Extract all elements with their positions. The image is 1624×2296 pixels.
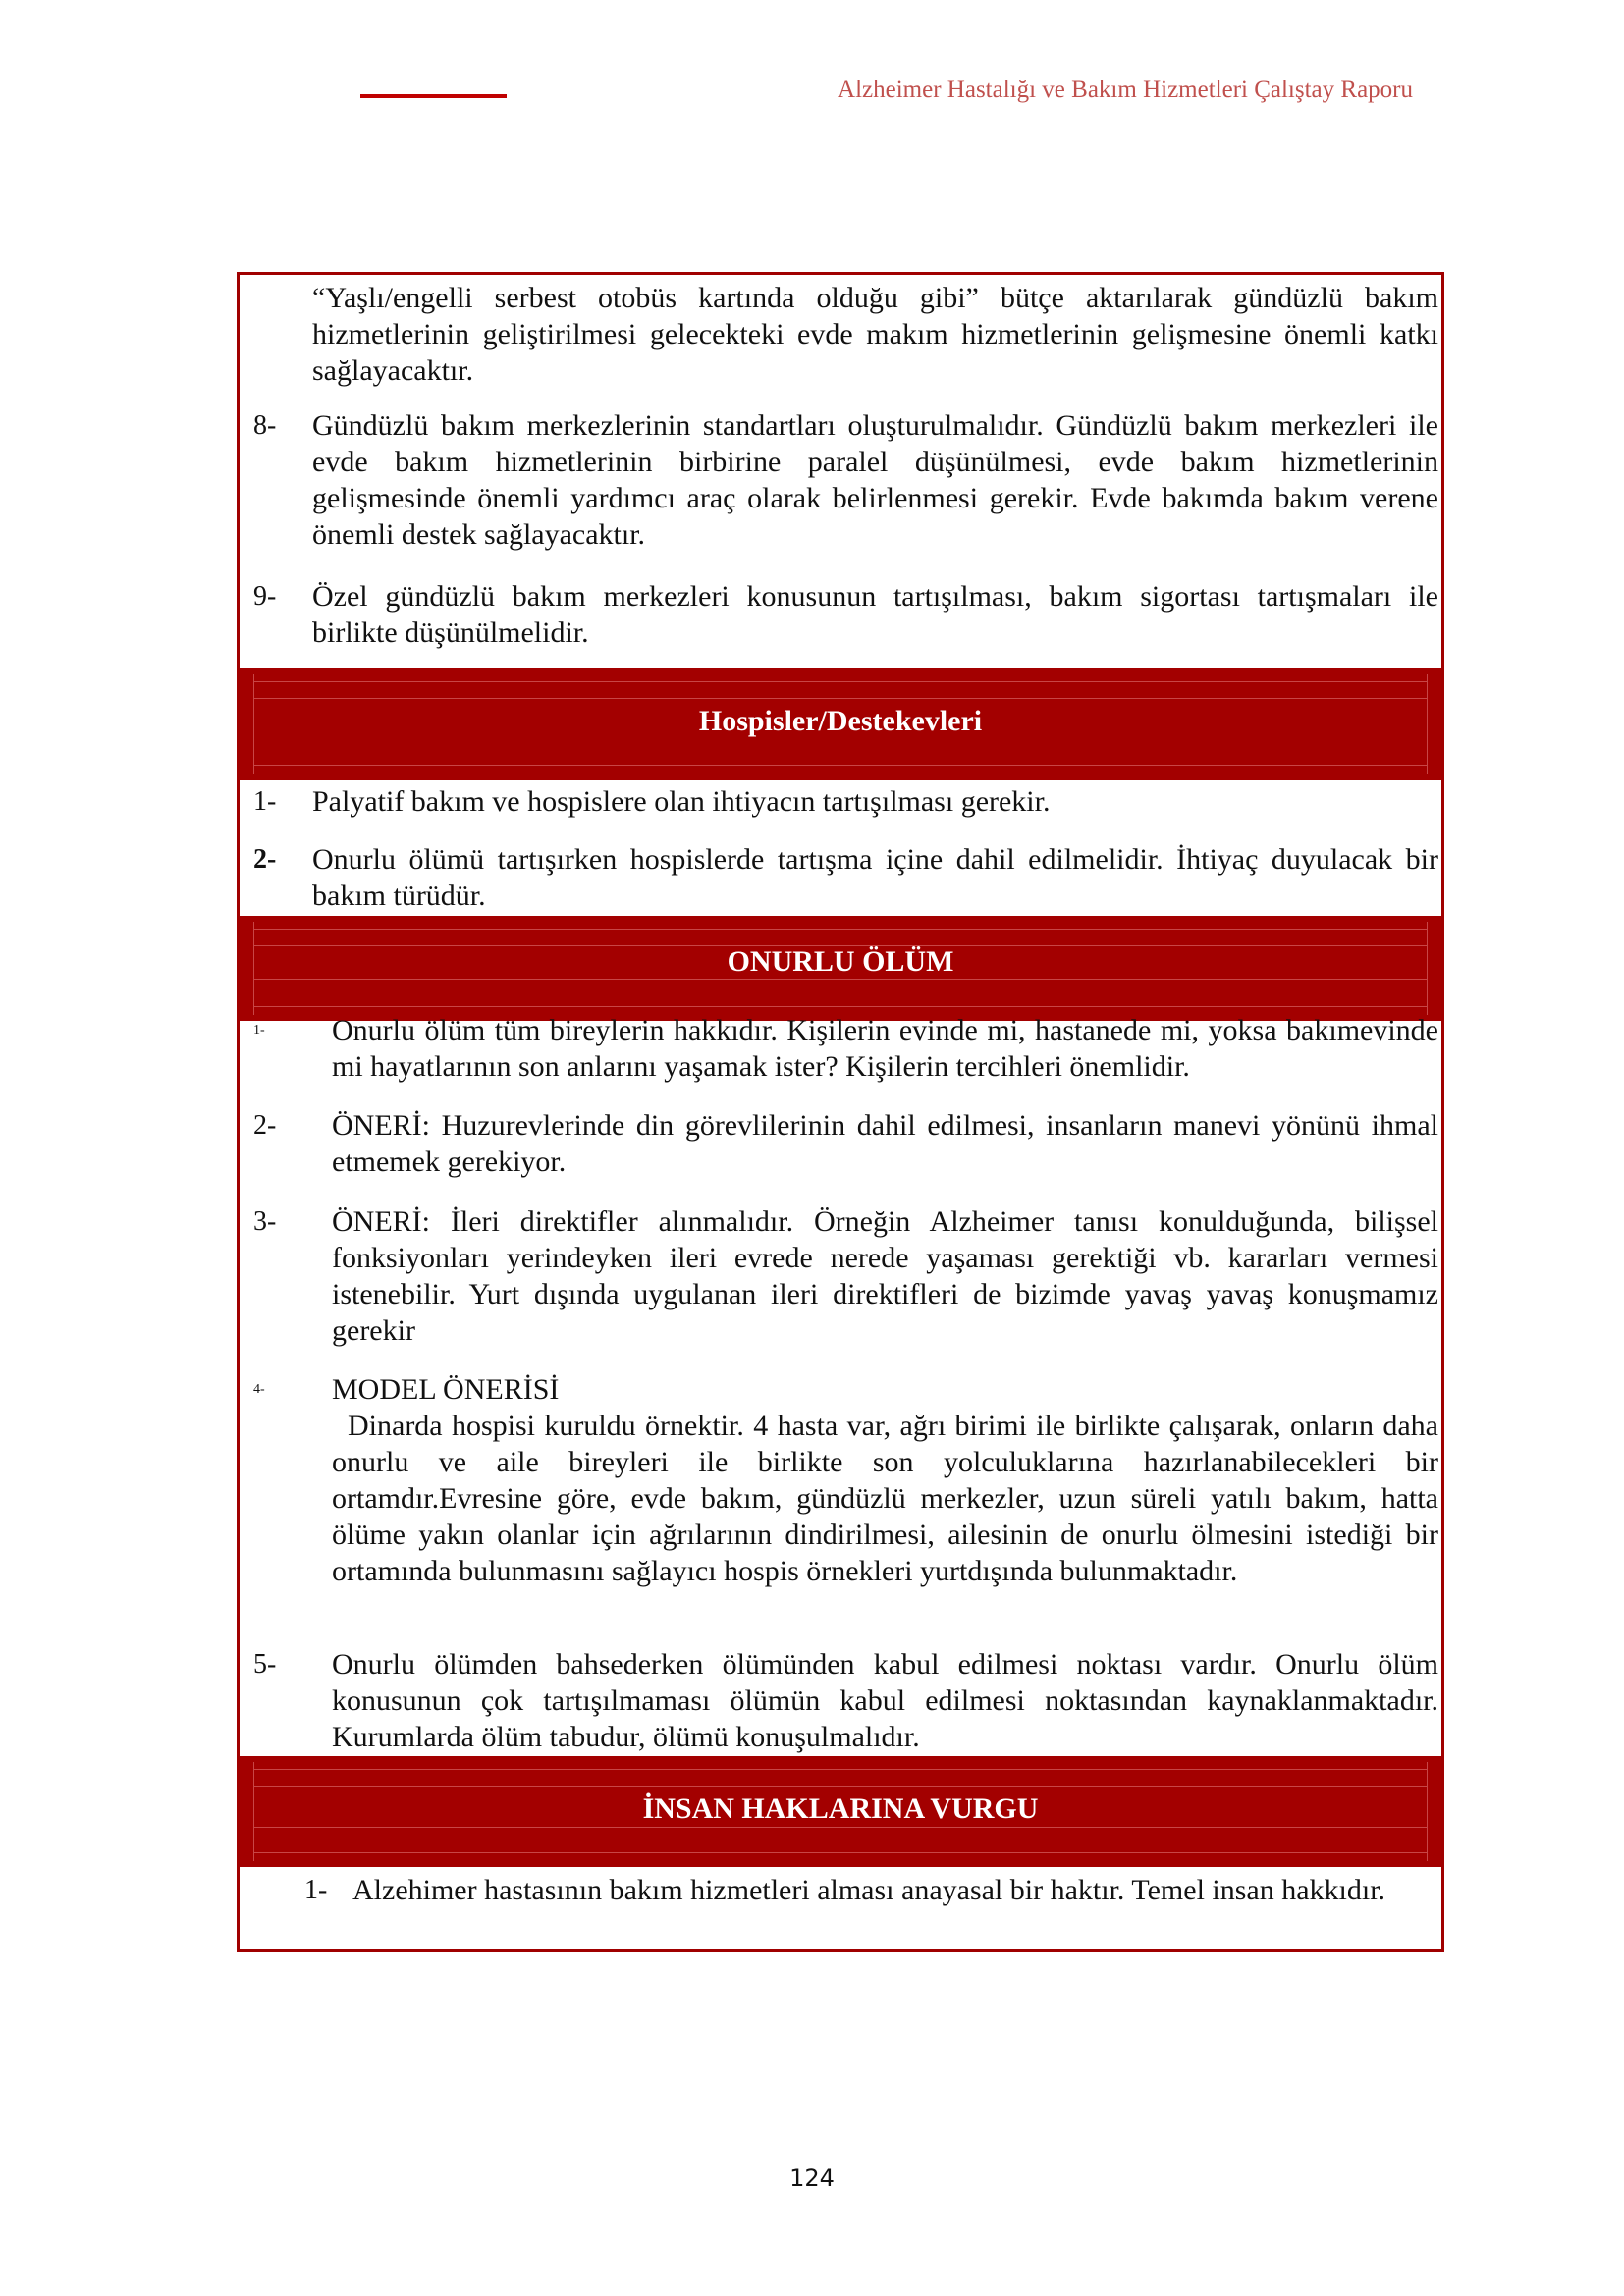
item-number: 1-: [253, 786, 277, 817]
item-number: 8-: [253, 410, 277, 441]
section-band-hospis: [240, 668, 1441, 780]
item-text: ÖNERİ: Huzurevlerinde din görevlilerinin dahil edilmesi, insanların manevi yönünü ihmal etmemek gerekiyor.: [332, 1109, 1438, 1178]
content-frame: “Yaşlı/engelli serbest otobüs kartında olduğu gibi” bütçe aktarılarak gündüzlü bakım hizmetlerinin geliştirilmesi gelecekteki evde makım hizmetlerinin gelişmesine önemli katkı sağlayacaktır. 8- Gündüzlü bakım merkezlerinin standartları oluşturulmalıdır. Gündüzlü bakım merkezleri ile evde bakım hizmetlerinin birbirine paralel düşünülmesi, evde bakım hizmetlerinin gelişmesinde önemli yardımcı araç olarak belirlenmesi gerekir. Evde bakımda bakım verene önemli destek sağlayacaktır. 9- Özel gündüzlü bakım merkezleri konusunun tartışılması, bakım sigortası tartışmaları ile birlikte düşünülmelidir. Hospisler/Destekevleri 1- Palyatif bakım ve hospislere olan ihtiyacın tartışılması gerekir. 2- Onurlu ölümü tartışırken hospislerde tartışma içine dahil edilmelidir. İhtiyaç duyulacak bir bakım türüdür. ONURLU ÖLÜM 1- Onurlu ölüm tüm bireylerin hakkıdır. Kişilerin evinde mi, hastanede mi, yoksa bakımevinde mi hayatlarının son anlarını yaşamak ister? Kişilerin tercihleri önemlidir. 2- ÖNERİ: Huzurevlerinde din görevlilerinin dahil edilmesi, insanların manevi yönünü ihmal etmemek gerekiyor. 3- ÖNERİ: İleri direktifler alınmalıdır. Örneğin Alzheimer tanısı konulduğunda, bilişsel fonksiyonları yerindeyken ileri evrede nerede yaşaması gerektiği vb. kararları vermesi istenebilir. Yurt dışında uygulanan ileri direktifleri de bizimde yavaş yavaş konuşmamız gerekir 4- MODEL ÖNERİSİ Dinarda hospisi kuruldu örnektir. 4 hasta var, ağrı birimi ile birlikte çalışarak, onların daha onurlu ve aile bireyleri ile birlikte son yolculuklarına hazırlanabilecekleri bir ortamdır.Evresine göre, evde bakım, gündüzlü merkezler, uzun süreli yatılı bakım, hatta ölüme yakın olanlar için ağrılarının dindirilmesi, ailesinin de onurlu ölmesini istediği bir ortamında bulunmasını sağlayıcı hospis örnekleri yurtdışında bulunmaktadır. 5- Onurlu ölümden bahsederken ölümünden kabul edilmesi noktası vardır. Onurlu ölüm konusunun çok tartışılmaması ölümün kabul edilmesi noktasından kaynaklanmaktadır. Kurumlarda ölüm tabudur, ölümü konuşulmalıdır. İNSAN HAKLARINA VURGU 1- Alzehimer hastasının bakım hizmetleri alması anayasal bir haktır. Temel insan hakkıdır.: [237, 272, 1444, 1952]
item-text: Alzehimer hastasının bakım hizmetleri alması anayasal bir haktır. Temel insan hakkıdır.: [352, 1874, 1386, 1906]
section-title: İNSAN HAKLARINA VURGU: [642, 1792, 1039, 1825]
item-number: 3-: [253, 1206, 277, 1237]
item-text: Onurlu ölümden bahsederken ölümünden kabul edilmesi noktası vardır. Onurlu ölüm konusunun çok tartışılmaması ölümün kabul edilmesi noktasından kaynaklanmaktadır. Kurumlarda ölüm tabudur, ölümü konuşulmalıdır.: [332, 1648, 1438, 1753]
item-text: Palyatif bakım ve hospislere olan ihtiyacın tartışılması gerekir.: [312, 785, 1051, 818]
item-text: ÖNERİ: İleri direktifler alınmalıdır. Örneğin Alzheimer tanısı konulduğunda, bilişsel fonksiyonları yerindeyken ileri evrede nerede yaşaması gerektiği vb. kararları vermesi istenebilir. Yurt dışında uygulanan ileri direktifleri de bizimde yavaş yavaş konuşmamız gerekir: [332, 1205, 1438, 1347]
item-text: Özel gündüzlü bakım merkezleri konusunun tartışılması, bakım sigortası tartışmaları ile birlikte düşünülmelidir.: [312, 580, 1438, 649]
section-title: ONURLU ÖLÜM: [727, 945, 954, 978]
header-rule: [360, 94, 507, 98]
item-heading: MODEL ÖNERİSİ: [332, 1373, 560, 1406]
page-number: 124: [789, 2164, 835, 2192]
section-band-onurlu: [240, 916, 1441, 1021]
item-text: Gündüzlü bakım merkezlerinin standartları oluşturulmalıdır. Gündüzlü bakım merkezleri ile evde bakım hizmetlerinin birbirine paralel düşünülmesi, evde bakım hizmetlerinin gelişmesinde önemli yardımcı araç olarak belirlenmesi gerekir. Evde bakımda bakım verene önemli destek sağlayacaktır.: [312, 409, 1438, 551]
item-text: Onurlu ölümü tartışırken hospislerde tartışma içine dahil edilmelidir. İhtiyaç duyulacak bir bakım türüdür.: [312, 843, 1438, 912]
running-header: Alzheimer Hastalığı ve Bakım Hizmetleri Çalıştay Raporu: [838, 77, 1413, 103]
item-number: 1-: [253, 1023, 265, 1038]
item-number: 5-: [253, 1649, 277, 1680]
item-number: 9-: [253, 581, 277, 612]
item-number: 2-: [253, 844, 277, 875]
section-band-insan: [240, 1756, 1441, 1867]
section-title: Hospisler/Destekevleri: [698, 705, 983, 737]
item-number: 4-: [253, 1382, 265, 1397]
item-text: Dinarda hospisi kuruldu örnektir. 4 hasta var, ağrı birimi ile birlikte çalışarak, onların daha onurlu ve aile bireyleri ile birlikte son yolculuklarına hazırlanabilecekleri bir ortamdır.Evresine göre, evde bakım, gündüzlü merkezler, uzun süreli yatılı bakım, hatta ölüme yakın olanlar için ağrılarının dindirilmesi, ailesinin de onurlu ölmesini istediği bir ortamında bulunmasını sağlayıcı hospis örnekleri yurtdışında bulunmaktadır.: [332, 1410, 1438, 1587]
item-text: Onurlu ölüm tüm bireylerin hakkıdır. Kişilerin evinde mi, hastanede mi, yoksa bakımevinde mi hayatlarının son anlarını yaşamak ister? Kişilerin tercihleri önemlidir.: [332, 1014, 1438, 1083]
item-number: 2-: [253, 1110, 277, 1141]
item-number: 1-: [304, 1875, 328, 1905]
